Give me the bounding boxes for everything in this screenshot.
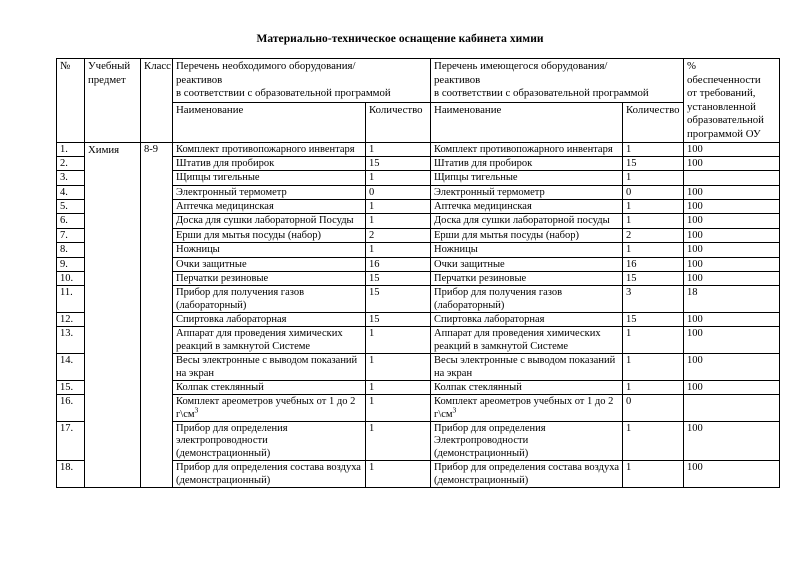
cell-required-name: Доска для сушки лабораторной Посуды [173,214,366,228]
cell-available-name: Ножницы [431,243,623,257]
cell-percent: 100 [684,185,780,199]
cell-available-quantity: 1 [623,380,684,394]
cell-available-quantity: 1 [623,171,684,185]
header-available-line3: в соответствии с образовательной программой [434,87,649,100]
header-grade: Класс [141,59,173,143]
cell-required-name: Штатив для пробирок [173,156,366,170]
header-percent-line4: установленной [687,100,756,113]
cell-percent: 100 [684,327,780,354]
cell-row-number: 1. [57,142,85,156]
superscript: 3 [194,405,199,415]
cell-required-name: Весы электронные с выводом показаний на экран [173,354,366,381]
cell-row-number: 16. [57,395,85,422]
cell-available-name: Колпак стеклянный [431,380,623,394]
cell-available-name: Комплект ареометров учебных от 1 до 2 $г\backslash см^3$ [431,395,623,422]
cell-required-quantity: 1 [366,422,431,461]
cell-available-quantity: 3 [623,286,684,313]
cell-available-quantity: 1 [623,327,684,354]
cell-required-quantity: 1 [366,171,431,185]
header-required-block [173,59,431,103]
cell-row-number: 8. [57,243,85,257]
cell-row-number: 13. [57,327,85,354]
cell-percent: 100 [684,243,780,257]
cell-percent: 100 [684,380,780,394]
cell-required-name: Ерши для мытья посуды (набор) [173,228,366,242]
cell-available-quantity: 1 [623,142,684,156]
header-required-quantity: Количество [366,102,431,142]
cell-available-quantity: 15 [623,156,684,170]
cell-available-quantity: 1 [623,200,684,214]
cell-available-quantity: 15 [623,313,684,327]
cell-available-quantity: 2 [623,228,684,242]
cell-required-name: Спиртовка лабораторная [173,313,366,327]
cell-row-number: 17. [57,422,85,461]
header-percent-line5: образовательной [687,114,764,127]
cell-available-name: Спиртовка лабораторная [431,313,623,327]
cell-available-name: Комплект противопожарного инвентаря [431,142,623,156]
header-num: № [57,59,85,143]
table-body [57,142,780,487]
cell-row-number: 6. [57,214,85,228]
cell-percent: 100 [684,313,780,327]
table-row [57,142,780,156]
header-required-line2: реактивов [176,73,223,86]
cell-row-number: 5. [57,200,85,214]
cell-required-quantity: 16 [366,257,431,271]
header-available-line1: Перечень имеющегося оборудования/ [434,60,608,72]
cell-percent: 100 [684,461,780,488]
cell-required-name: Аппарат для проведения химических реакций в замкнутой Системе [173,327,366,354]
cell-available-quantity: 1 [623,422,684,461]
cell-required-quantity: 1 [366,327,431,354]
cell-row-number: 4. [57,185,85,199]
cell-available-quantity: 0 [623,185,684,199]
header-percent [684,59,780,143]
cell-available-name: Доска для сушки лабораторной посуды [431,214,623,228]
cell-available-name: Электронный термометр [431,185,623,199]
cell-required-name: Прибор для определения электропроводности (демонстрационный) [173,422,366,461]
cell-available-name: Аптечка медицинская [431,200,623,214]
header-required-line3: в соответствии с образовательной программой [176,87,391,100]
equipment-table [56,58,780,488]
page-title: Материально-техническое оснащение кабинета химии [256,33,544,45]
cell-available-quantity: 1 [623,461,684,488]
cell-row-number: 7. [57,228,85,242]
header-percent-line2: обеспеченности [687,73,761,86]
cell-available-quantity: 1 [623,243,684,257]
cell-percent: 100 [684,142,780,156]
cell-required-name: Прибор для получения газов (лабораторный) [173,286,366,313]
cell-available-quantity: 1 [623,354,684,381]
cell-row-number: 12. [57,313,85,327]
cell-required-quantity: 15 [366,286,431,313]
header-percent-line6: программой ОУ [687,127,761,140]
cell-available-name: Штатив для пробирок [431,156,623,170]
cell-required-name: Комплект ареометров учебных от 1 до 2 $г\backslash см^3$ [173,395,366,422]
cell-percent: 100 [684,271,780,285]
cell-available-quantity: 1 [623,214,684,228]
cell-required-quantity: 1 [366,243,431,257]
cell-available-name: Весы электронные с выводом показаний на экран [431,354,623,381]
cell-required-name: Электронный термометр [173,185,366,199]
cell-required-name: Колпак стеклянный [173,380,366,394]
cell-available-quantity: 0 [623,395,684,422]
cell-required-quantity: 2 [366,228,431,242]
cell-available-name: Очки защитные [431,257,623,271]
cell-available-name: Прибор для получения газов (лабораторный) [431,286,623,313]
header-available-line2: реактивов [434,73,481,86]
cell-required-name: Щипцы тигельные [173,171,366,185]
cell-required-quantity: 1 [366,214,431,228]
cell-percent: 100 [684,228,780,242]
cell-percent: 100 [684,257,780,271]
cell-required-quantity: 1 [366,200,431,214]
cell-required-quantity: 15 [366,156,431,170]
cell-available-quantity: 16 [623,257,684,271]
cell-required-name: Прибор для определения состава воздуха (демонстрационный) [173,461,366,488]
cell-percent: 100 [684,200,780,214]
superscript: 3 [452,405,457,415]
cell-percent: 100 [684,422,780,461]
header-row-primary [57,59,780,103]
cell-required-quantity: 1 [366,380,431,394]
cell-required-quantity: 1 [366,142,431,156]
header-available-quantity: Количество [623,102,684,142]
cell-available-name: Прибор для определения состава воздуха (демонстрационный) [431,461,623,488]
cell-subject: Химия [85,142,141,487]
cell-percent: 100 [684,354,780,381]
header-required-line1: Перечень необходимого оборудования/ [176,60,356,72]
cell-row-number: 9. [57,257,85,271]
cell-required-name: Перчатки резиновые [173,271,366,285]
cell-row-number: 18. [57,461,85,488]
cell-grade: 8-9 [141,142,173,487]
cell-required-quantity: 15 [366,271,431,285]
header-percent-line1: % [687,60,697,72]
cell-available-name: Щипцы тигельные [431,171,623,185]
cell-required-name: Комплект противопожарного инвентаря [173,142,366,156]
cell-percent: 18 [684,286,780,313]
cell-required-quantity: 0 [366,185,431,199]
cell-required-quantity: 15 [366,313,431,327]
cell-percent [684,395,780,422]
cell-required-name: Аптечка медицинская [173,200,366,214]
cell-percent [684,171,780,185]
cell-available-name: Перчатки резиновые [431,271,623,285]
cell-row-number: 10. [57,271,85,285]
cell-row-number: 15. [57,380,85,394]
cell-row-number: 2. [57,156,85,170]
cell-row-number: 14. [57,354,85,381]
cell-required-quantity: 1 [366,354,431,381]
header-percent-line3: от требований, [687,87,756,100]
cell-row-number: 11. [57,286,85,313]
cell-available-quantity: 15 [623,271,684,285]
header-available-block [431,59,684,103]
cell-required-name: Очки защитные [173,257,366,271]
table-header [57,59,780,143]
cell-available-name: Аппарат для проведения химических реакций в замкнутой Системе [431,327,623,354]
cell-available-name: Прибор для определения Электропроводности (демонстрационный) [431,422,623,461]
header-subject: Учебный предмет [85,59,141,143]
header-required-name: Наименование [173,102,366,142]
cell-percent: 100 [684,156,780,170]
header-available-name: Наименование [431,102,623,142]
cell-required-name: Ножницы [173,243,366,257]
cell-percent: 100 [684,214,780,228]
cell-row-number: 3. [57,171,85,185]
cell-available-name: Ерши для мытья посуды (набор) [431,228,623,242]
cell-required-quantity: 1 [366,461,431,488]
cell-required-quantity: 1 [366,395,431,422]
